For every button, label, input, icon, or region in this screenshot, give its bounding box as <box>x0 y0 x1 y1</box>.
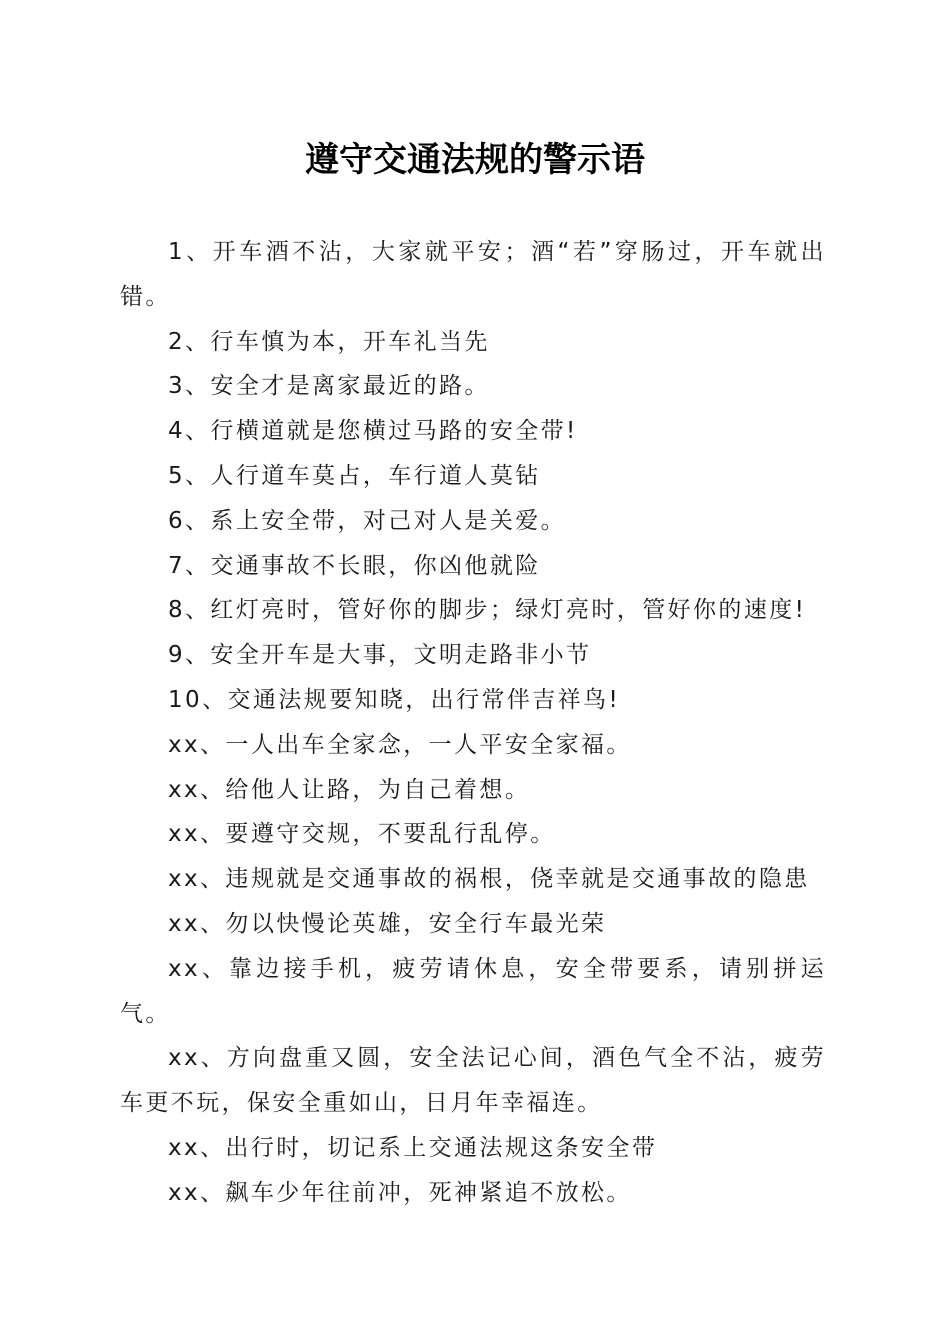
slogan-item: 5、人行道车莫占，车行道人莫钻 <box>168 462 541 489</box>
slogan-item: 8、红灯亮时，管好你的脚步；绿灯亮时，管好你的速度! <box>168 597 807 624</box>
slogan-item: 9、安全开车是大事，文明走路非小节 <box>168 642 592 669</box>
slogan-item: xx、出行时，切记系上交通法规这条安全带 <box>168 1134 658 1161</box>
slogan-item: xx、给他人让路，为自己着想。 <box>168 776 531 803</box>
slogan-item: 4、行横道就是您横过马路的安全带! <box>168 418 578 445</box>
slogan-item: 7、交通事故不长眼，你凶他就险 <box>168 552 541 579</box>
slogan-item: 10、交通法规要知晓，出行常伴吉祥鸟! <box>168 686 621 713</box>
slogan-item: xx、飙车少年往前冲，死神紧追不放松。 <box>168 1179 632 1206</box>
slogan-item: 3、安全才是离家最近的路。 <box>168 373 490 400</box>
slogan-item: xx、靠边接手机，疲劳请休息，安全带要系，请别拼运气。 <box>120 955 826 1027</box>
slogan-item: xx、勿以快慢论英雄，安全行车最光荣 <box>168 910 607 937</box>
slogan-item: xx、要遵守交规，不要乱行乱停。 <box>168 821 556 848</box>
slogan-item: xx、方向盘重又圆，安全法记心间，酒色气全不沾，疲劳车更不玩，保安全重如山，日月年幸福连。 <box>120 1045 826 1117</box>
slogan-item: 1、开车酒不沾，大家就平安；酒“若”穿肠过，开车就出错。 <box>120 239 826 310</box>
slogan-item: 6、系上安全带，对己对人是关爱。 <box>168 507 567 534</box>
slogan-item: xx、一人出车全家念，一人平安全家福。 <box>168 731 632 758</box>
document-title: 遵守交通法规的警示语 <box>305 140 645 180</box>
slogan-item: 2、行车慎为本，开车礼当先 <box>168 328 490 355</box>
slogan-list <box>120 230 826 1216</box>
slogan-item: xx、违规就是交通事故的祸根，侥幸就是交通事故的隐患 <box>168 866 810 893</box>
